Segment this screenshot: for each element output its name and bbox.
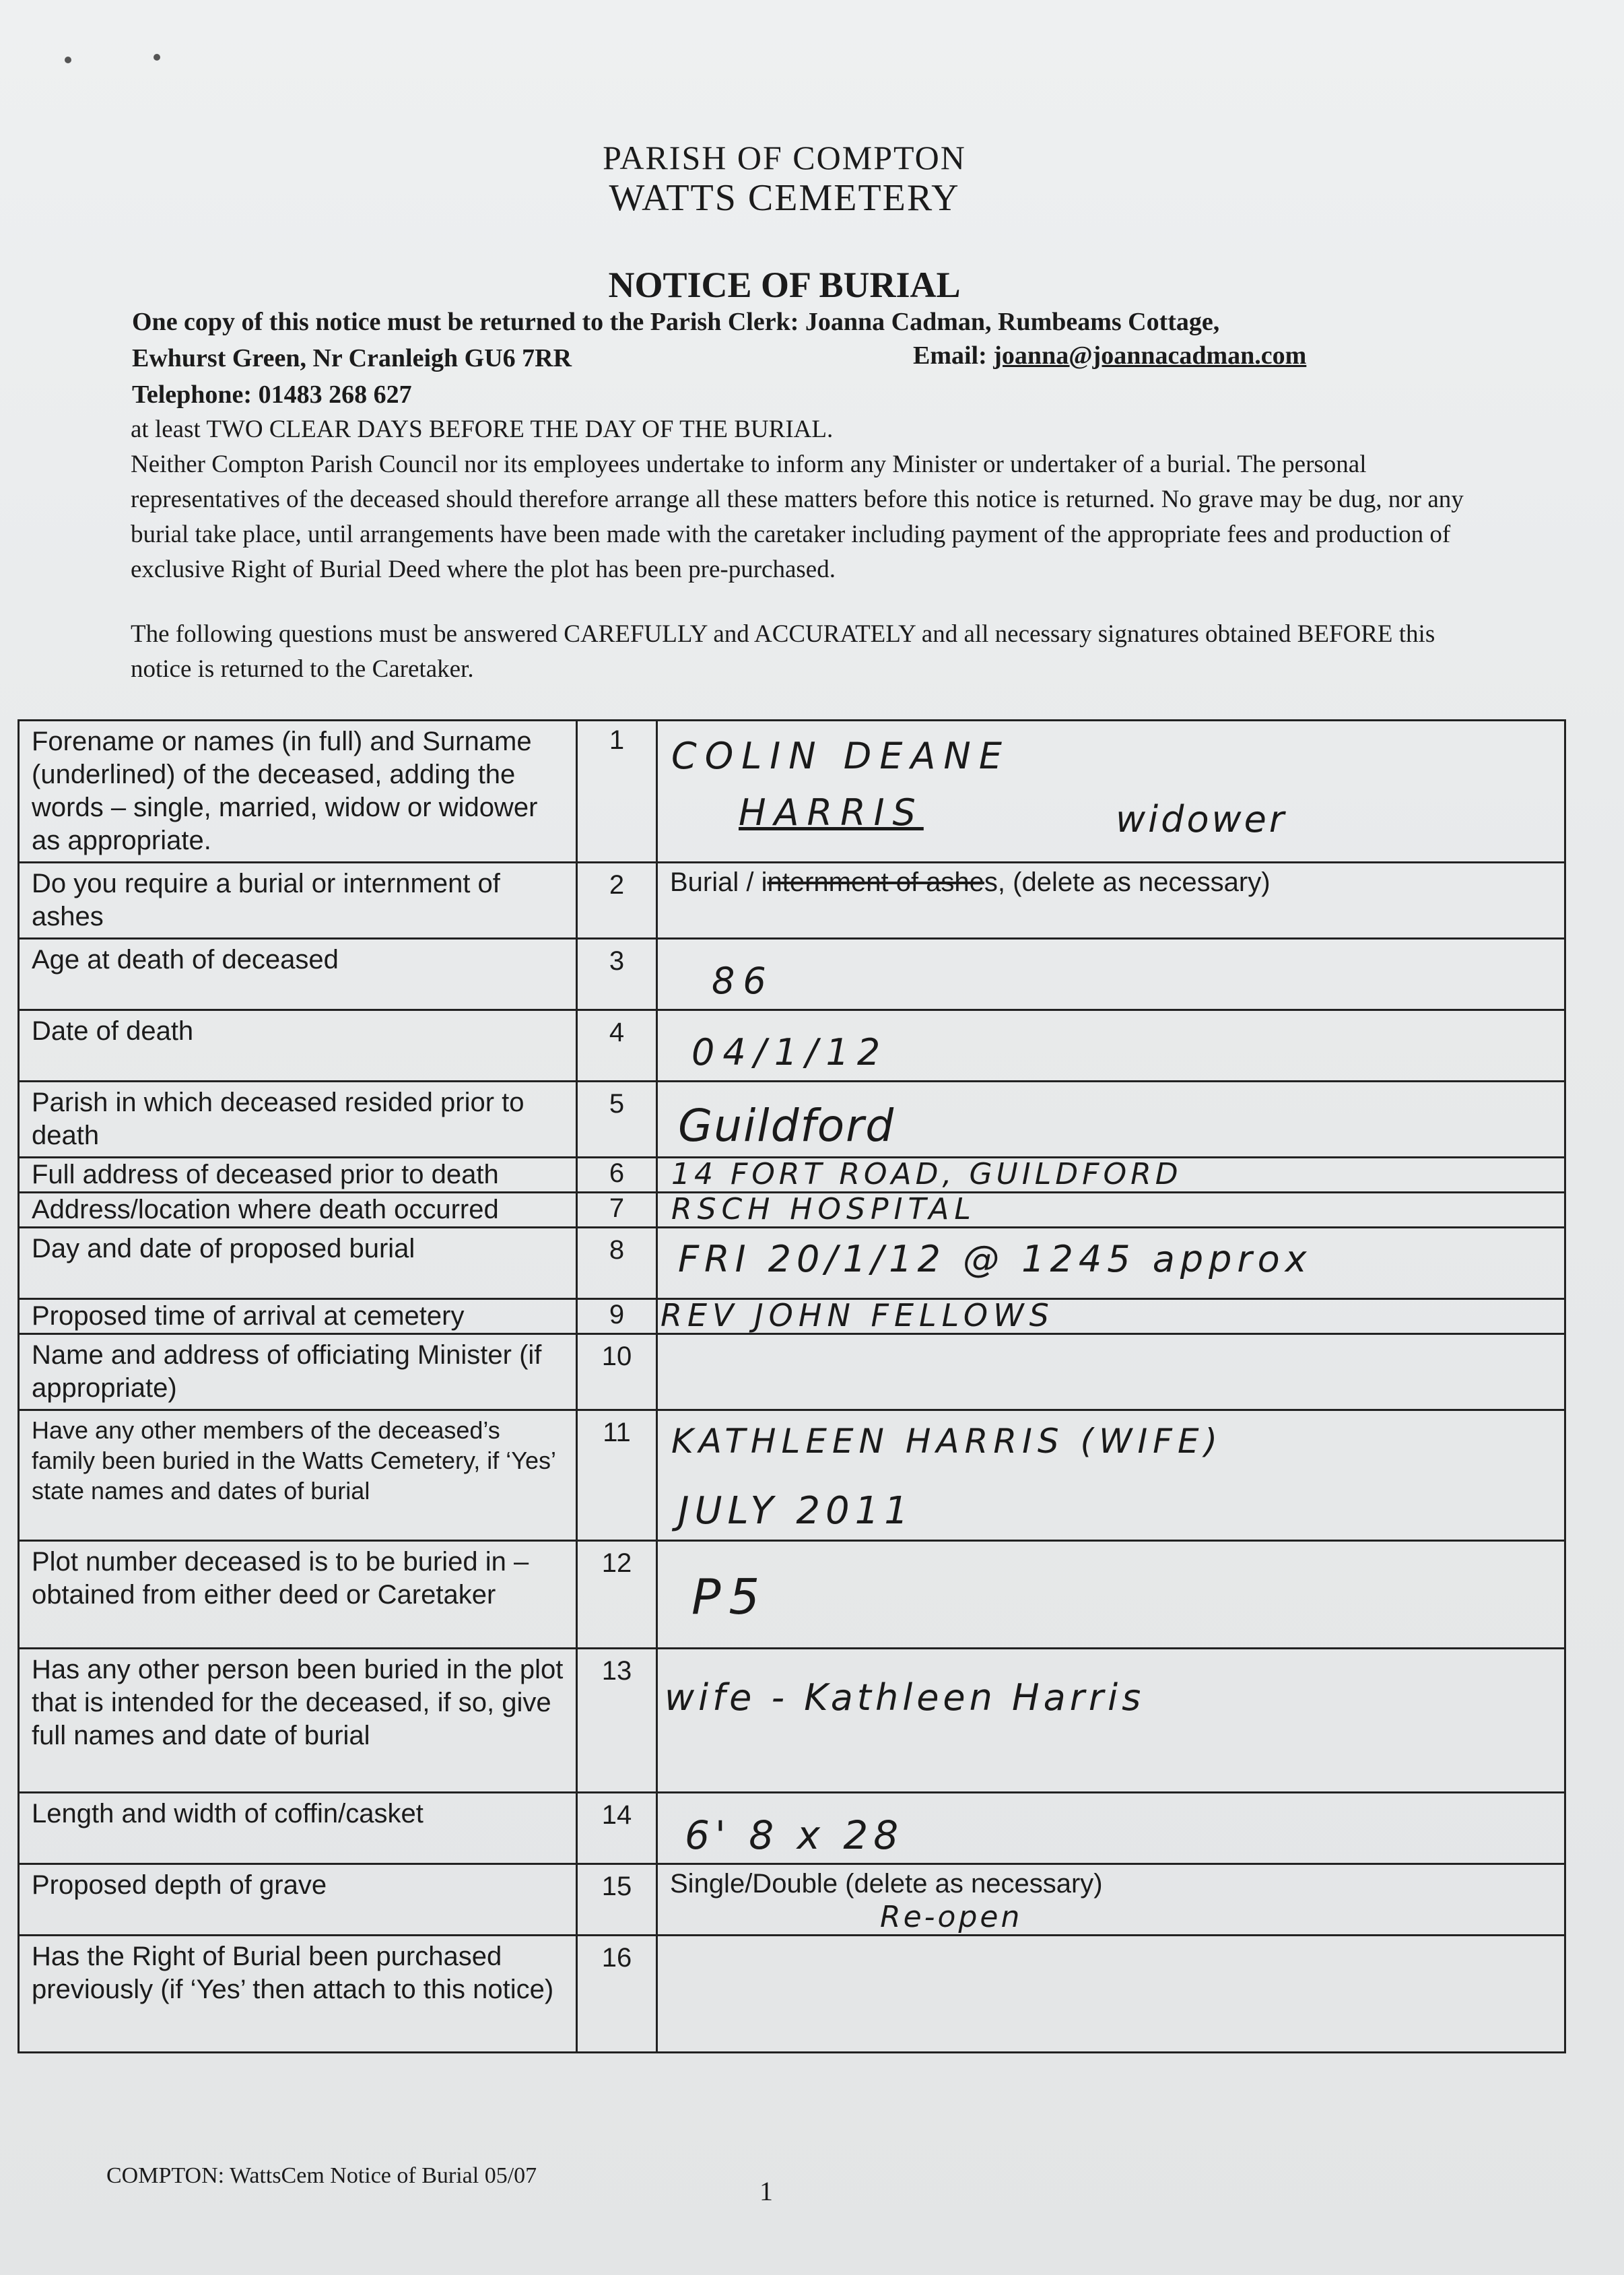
answer-cell[interactable] (657, 1936, 1565, 2053)
handwritten-status: widower (1116, 798, 1287, 840)
handwritten-minister: REV JOHN FELLOWS (661, 1297, 1054, 1333)
question-number: 4 (577, 1010, 657, 1082)
table-row (19, 1158, 1565, 1193)
burial-options-text (670, 867, 1271, 897)
notice-title: NOTICE OF BURIAL (608, 265, 961, 305)
table-row (19, 1228, 1565, 1299)
question-cell: Length and width of coffin/casket (19, 1793, 577, 1864)
question-number: 10 (577, 1334, 657, 1410)
answer-cell[interactable] (657, 1010, 1565, 1082)
table-row (19, 1334, 1565, 1410)
telephone-line: Telephone: 01483 268 627 (132, 381, 412, 409)
handwritten-forenames: COLIN DEANE (671, 735, 1010, 777)
answer-cell[interactable] (657, 1864, 1565, 1936)
question-number: 1 (577, 721, 657, 863)
answer-cell[interactable] (657, 939, 1565, 1010)
question-number: 8 (577, 1228, 657, 1299)
clerk-address-line: Ewhurst Green, Nr Cranleigh GU6 7RR (132, 344, 572, 372)
answer-cell[interactable] (657, 1793, 1565, 1864)
handwritten-coffin-size: 6' 8 x 28 (685, 1812, 904, 1858)
instruction-accuracy: The following questions must be answered CAREFULLY and ACCURATELY and all necessary signatures obtained BEFORE this notice is returned to the Caretaker. (131, 620, 1435, 683)
struck-ashes-option: nternment of ashe (767, 867, 984, 897)
question-number: 12 (577, 1541, 657, 1649)
question-cell: Address/location where death occurred (19, 1193, 577, 1228)
instruction-deadline: at least TWO CLEAR DAYS BEFORE THE DAY OF THE BURIAL. (131, 416, 834, 443)
handwritten-plot-number: P5 (691, 1569, 768, 1625)
grave-depth-options: Single/Double (delete as necessary) (670, 1869, 1103, 1899)
handwritten-surname: HARRIS (739, 791, 924, 834)
answer-cell[interactable] (657, 1649, 1565, 1793)
answer-cell[interactable] (657, 721, 1565, 863)
question-cell: Do you require a burial or internment of ashes (19, 863, 577, 939)
answer-cell[interactable] (657, 1334, 1565, 1410)
clerk-contact-line: One copy of this notice must be returned to the Parish Clerk: Joanna Cadman, Rumbeams Cottage, (132, 308, 1220, 336)
table-row (19, 1649, 1565, 1793)
question-cell: Full address of deceased prior to death (19, 1158, 577, 1193)
question-cell: Has the Right of Burial been purchased previously (if ‘Yes’ then attach to this notice) (19, 1936, 577, 2053)
table-row (19, 1541, 1565, 1649)
table-row (19, 1082, 1565, 1158)
question-cell: Plot number deceased is to be buried in – obtained from either deed or Caretaker (19, 1541, 577, 1649)
page-number: 1 (759, 2176, 773, 2206)
answer-cell[interactable] (657, 1410, 1565, 1541)
table-row (19, 1193, 1565, 1228)
question-number: 13 (577, 1649, 657, 1793)
table-row (19, 1410, 1565, 1541)
question-number: 6 (577, 1158, 657, 1193)
question-cell: Day and date of proposed burial (19, 1228, 577, 1299)
handwritten-death-location: RSCH HOSPITAL (671, 1192, 976, 1226)
question-number: 2 (577, 863, 657, 939)
question-cell: Has any other person been buried in the plot that is intended for the deceased, if so, give full names and date of burial (19, 1649, 577, 1793)
question-cell: Proposed depth of grave (19, 1864, 577, 1936)
answer-cell[interactable] (657, 1541, 1565, 1649)
table-row (19, 863, 1565, 939)
punch-hole-mark (65, 57, 71, 63)
question-cell: Forename or names (in full) and Surname (underlined) of the deceased, adding the words – single, married, widow or widower as appropriate. (19, 721, 577, 863)
handwritten-burial-date: FRI 20/1/12 @ 1245 approx (678, 1238, 1312, 1280)
answer-cell[interactable] (657, 1082, 1565, 1158)
email-label: Email: (913, 341, 994, 370)
handwritten-date-of-death: 04/1/12 (691, 1031, 889, 1074)
question-number: 11 (577, 1410, 657, 1541)
punch-hole-mark (154, 54, 160, 61)
answer-cell[interactable] (657, 863, 1565, 939)
question-number: 16 (577, 1936, 657, 2053)
question-cell: Date of death (19, 1010, 577, 1082)
table-row (19, 721, 1565, 863)
question-number: 9 (577, 1299, 657, 1334)
table-row (19, 1010, 1565, 1082)
answer-cell[interactable] (657, 1193, 1565, 1228)
table-row (19, 939, 1565, 1010)
question-number: 7 (577, 1193, 657, 1228)
question-cell: Proposed time of arrival at cemetery (19, 1299, 577, 1334)
question-number: 15 (577, 1864, 657, 1936)
question-number: 5 (577, 1082, 657, 1158)
cemetery-heading: WATTS CEMETERY (609, 177, 960, 219)
table-row (19, 1299, 1565, 1334)
table-row (19, 1793, 1565, 1864)
handwritten-family-burial-date: JULY 2011 (678, 1489, 914, 1533)
question-number: 14 (577, 1793, 657, 1864)
instruction-responsibility: Neither Compton Parish Council nor its employees undertake to inform any Minister or undertaker of a burial. The personal representatives of the deceased should therefore arrange all these matters before this notice is returned. No grave may be dug, nor any burial take place, until arrangements have been made with the caretaker including payment of the appropriate fees and production of exclusive Right of Burial Deed where the plot has been pre-purchased. (131, 451, 1464, 583)
question-cell: Age at death of deceased (19, 939, 577, 1010)
question-cell: Parish in which deceased resided prior to death (19, 1082, 577, 1158)
question-number: 3 (577, 939, 657, 1010)
burial-form-table (18, 719, 1566, 2053)
question-cell: Name and address of officiating Minister (if appropriate) (19, 1334, 577, 1410)
handwritten-age: 86 (712, 960, 774, 1002)
answer-cell[interactable] (657, 1158, 1565, 1193)
handwritten-reopen: Re-open (880, 1900, 1023, 1934)
answer-cell[interactable] (657, 1228, 1565, 1299)
handwritten-plot-occupant: wife - Kathleen Harris (665, 1676, 1145, 1719)
question-cell: Have any other members of the deceased’s family been buried in the Watts Cemetery, if ‘Yes’ state names and dates of burial (19, 1410, 577, 1541)
handwritten-parish: Guildford (678, 1100, 895, 1152)
burial-option: Burial / i (670, 867, 768, 897)
email-link[interactable]: joanna@joannacadman.com (993, 341, 1307, 370)
delete-note: s, (delete as necessary) (984, 867, 1271, 897)
handwritten-address: 14 FORT ROAD, GUILDFORD (671, 1157, 1182, 1191)
handwritten-family-member: KATHLEEN HARRIS (WIFE) (671, 1422, 1223, 1461)
answer-cell[interactable] (657, 1299, 1565, 1334)
table-row (19, 1864, 1565, 1936)
document-reference: COMPTON: WattsCem Notice of Burial 05/07 (106, 2163, 537, 2188)
parish-heading: PARISH OF COMPTON (603, 139, 966, 176)
table-row (19, 1936, 1565, 2053)
email-line (913, 341, 1306, 370)
